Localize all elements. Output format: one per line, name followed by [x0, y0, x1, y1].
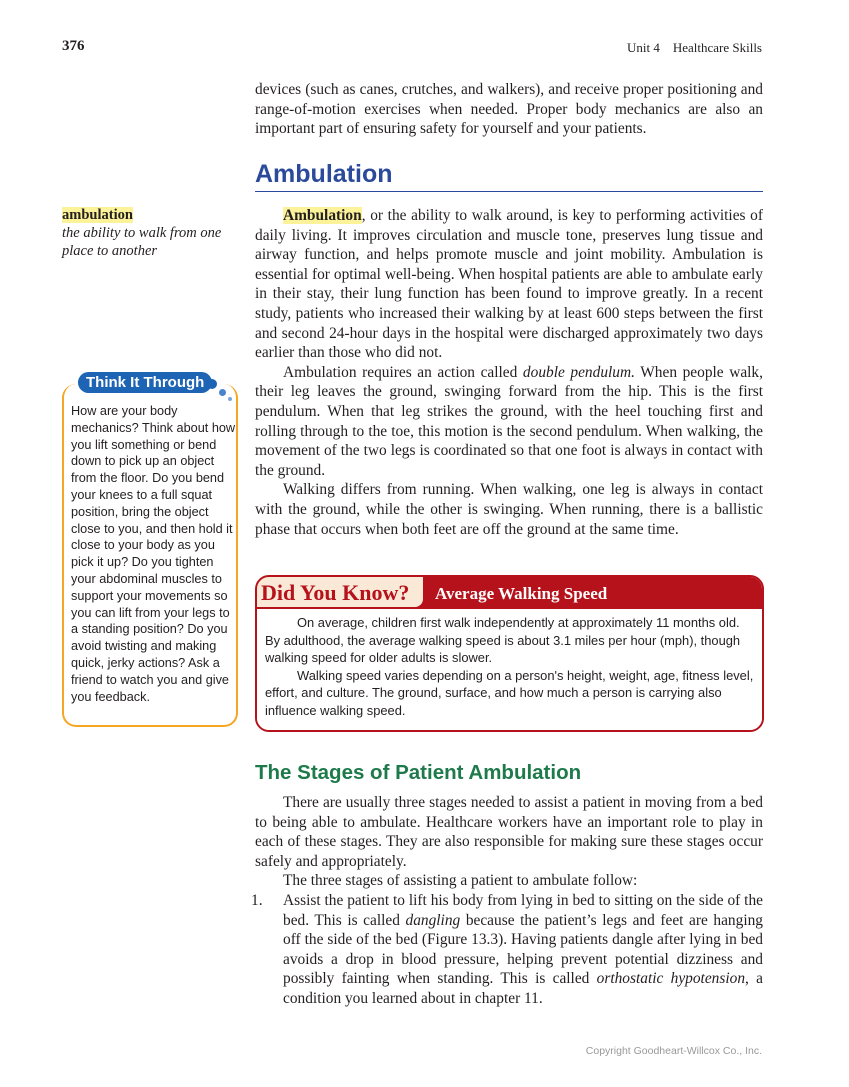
- paragraph: The three stages of assisting a patient to ambulate follow:: [283, 872, 638, 890]
- stages-body: [251, 793, 764, 1009]
- paragraph: [255, 363, 763, 481]
- text: Ambulation requires an action called: [283, 363, 523, 381]
- did-you-know-box: [255, 575, 764, 732]
- glossary-definition: the ability to walk from one place to another: [62, 225, 222, 259]
- key-term: Ambulation: [283, 207, 362, 224]
- text: , or the ability to walk around, is key to performing activities of daily living. It improves circulation and muscle tone, preserves lung tissue and airway function, and helps promote muscle and joint mobility. Ambulation is essential for optimal well-being. When hospital patients are able to ambulate early in their stay, their lung function has been found to improve greatly. In a recent study, patients who increased their walking by at least 600 steps between the first and second 24-hour days in the hospital were discharged approximately two days earlier than those who did not.: [255, 207, 763, 362]
- paragraph: There are usually three stages needed to assist a patient in moving from a bed to being able to ambulate. Healthcare workers have an important role to play in each of these stages. They are also responsible for making sure these stages occur safely and appropriately.: [255, 794, 763, 870]
- did-you-know-title: Average Walking Speed: [435, 584, 608, 603]
- list-number: 1.: [251, 891, 263, 909]
- italic-term: dangling: [405, 911, 461, 929]
- did-you-know-body: [265, 614, 755, 720]
- italic-term: double pendulum.: [522, 363, 635, 381]
- ambulation-body: [255, 206, 763, 539]
- running-head: Unit 4 Healthcare Skills: [626, 40, 762, 55]
- glossary-entry: [62, 206, 237, 260]
- text: , a condition you learned about in chapter 11.: [283, 970, 764, 1007]
- intro-paragraph: [255, 80, 763, 139]
- paragraph: On average, children first walk independently at approximately 11 months old. By adulthood, the average walking speed is about 3.1 miles per hour (mph), though walking speed for older adults is slower.: [265, 615, 741, 666]
- section-heading-stages: The Stages of Patient Ambulation: [255, 761, 582, 784]
- text: When people walk, their leg leaves the ground, swinging forward from the hip. This is the first pendulum. When that leg strikes the ground, with the heel touching first and rolling through to the toe, this motion is the second pendulum. When walking, the movement of the two legs is coordinated so that one foot is always in contact with the ground.: [255, 363, 763, 479]
- think-it-through-title: Think It Through: [78, 372, 212, 393]
- page-number: 376: [62, 38, 85, 54]
- did-you-know-label: Did You Know?: [257, 577, 425, 609]
- copyright: Copyright Goodheart-Willcox Co., Inc.: [585, 1045, 762, 1057]
- glossary-term: ambulation: [62, 207, 133, 223]
- stages-list: [251, 891, 764, 1009]
- paragraph: [255, 206, 763, 363]
- paragraph: Walking differs from running. When walking, one leg is always in contact with the ground, while the other is swinging. When running, there is a ballistic phase that occurs when both feet are off the ground at the same time.: [255, 481, 763, 538]
- text: Assist the patient to lift his body from lying in bed to sitting on the side of the bed. This is called: [283, 891, 763, 929]
- think-it-through-text: How are your body mechanics? Think about how you lift something or bend down to pick up an object from the floor. Do you bend your knees to a full squat position, bring the object close to you, and then hold it close to your body as you pick it up? Do you tighten your abdominal muscles to support your movements so you can lift from your legs to a standing position? Do you avoid twisting and making quick, jerky actions? Ask a friend to watch you and give you feedback.: [71, 404, 236, 704]
- text: because the patient’s legs and feet are hanging off the side of the bed (Figure 13.3). Having patients dangle after lying in bed avoids a drop in blood pressure, helping prevent potential dizziness and possibly fainting when standing. This is called: [283, 911, 763, 988]
- intro-text: devices (such as canes, crutches, and walkers), and receive proper positioning and range-of-motion exercises when needed. Proper body mechanics are also an important part of ensuring safety for yourself and your patients.: [255, 81, 763, 138]
- section-heading-ambulation: Ambulation: [255, 160, 763, 192]
- list-item: [251, 891, 764, 1009]
- italic-term: orthostatic hypotension: [596, 970, 746, 988]
- paragraph: Walking speed varies depending on a person's height, weight, age, fitness level, effort, and culture. The ground, surface, and how much a person is carrying also influence walking speed.: [265, 667, 754, 718]
